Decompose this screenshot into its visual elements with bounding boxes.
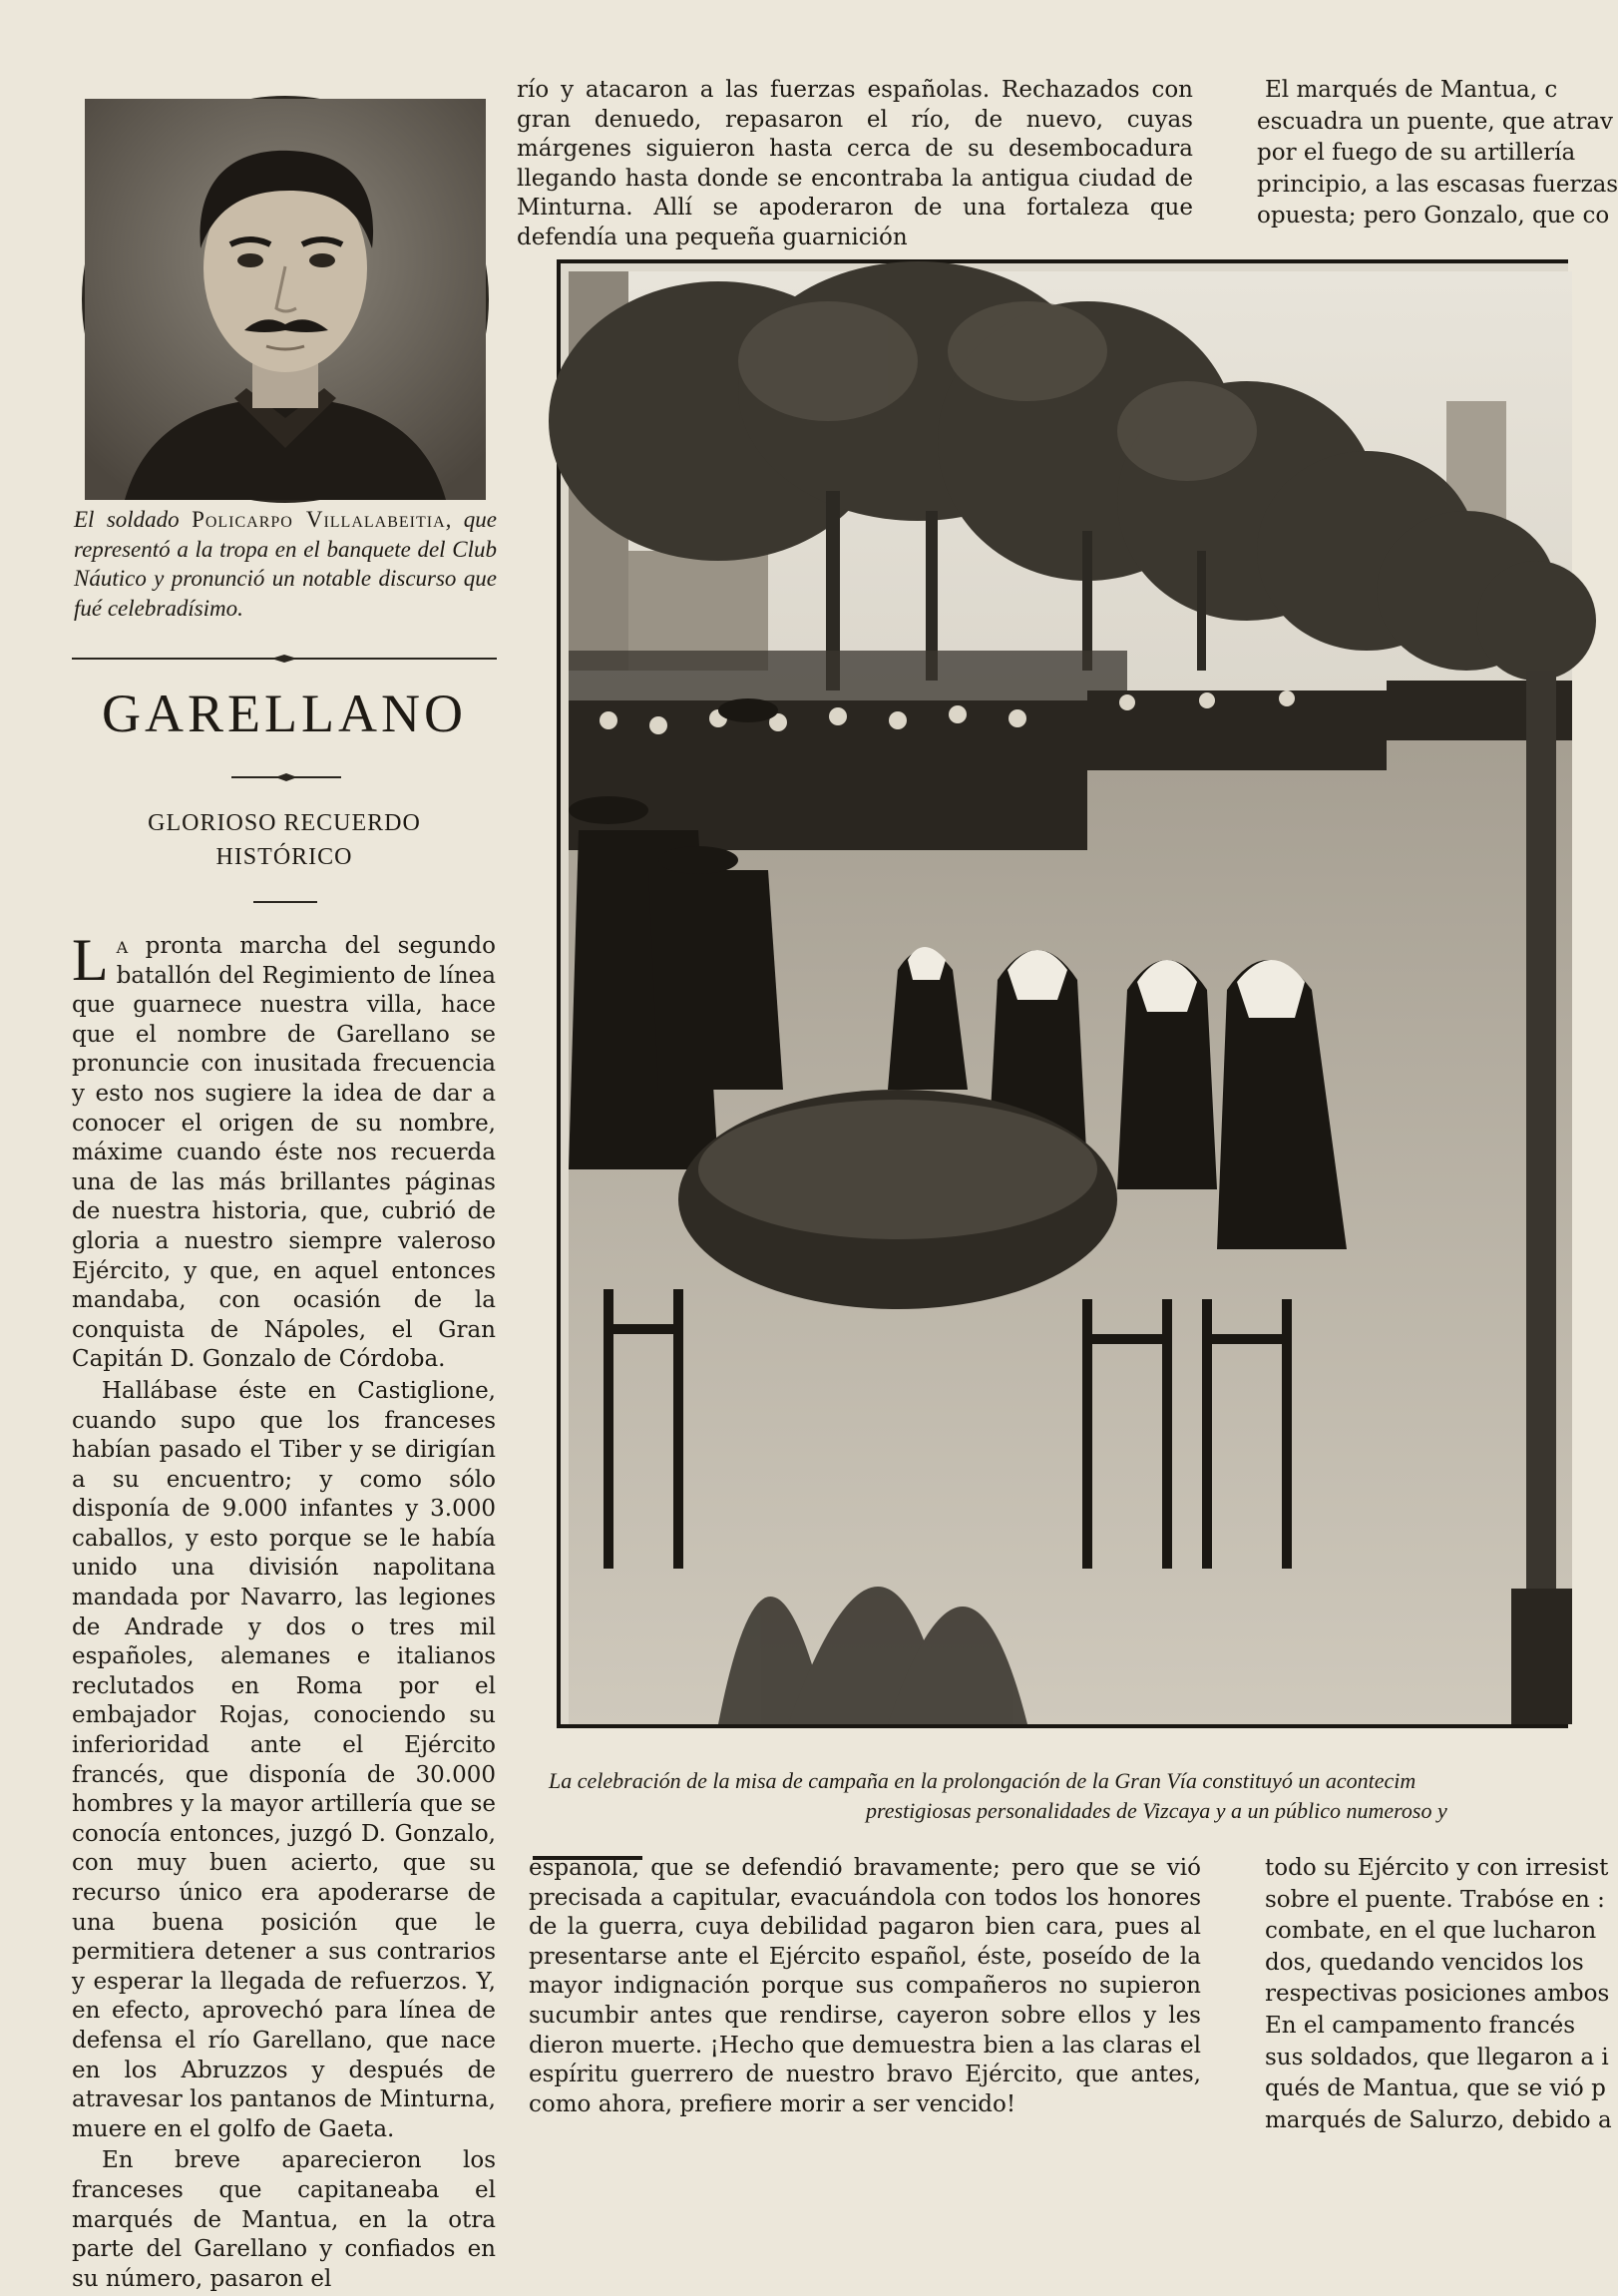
ornamental-rule: [72, 655, 497, 663]
top-right-column: [1227, 76, 1618, 233]
paragraph-1: [72, 927, 496, 1375]
short-divider: [253, 901, 317, 903]
bottom-middle-column: [529, 1854, 1201, 2121]
left-column-text: [72, 927, 496, 2296]
main-photo: [557, 259, 1568, 1728]
top-right-line: opuesta; pero Gonzalo, que co: [1257, 203, 1610, 230]
caption-lead: El soldado: [74, 507, 193, 532]
bottom-right-line: sobre el puente. Trabóse en :: [1265, 1886, 1605, 1913]
subtitle-line-1: GLORIOSO RECUERDO: [148, 810, 421, 836]
photo-area: [569, 271, 1568, 1716]
portrait-photo: [82, 96, 489, 503]
paragraph-1-rest: pronta marcha del segundo batallón del Regimiento de línea que guarnece nuestra villa, hace que el nombre de Garellano se pronuncie con inusitada frecuencia y esto nos sugiere la idea de dar a conocer el origen de su nombre, máxime cuando éste nos recuerda una de las más brillantes páginas de nuestra historia, que, cubrió de gloria a nuestro siempre valeroso Ejército, y que, en aquel entonces mandaba, con ocasión de la conquista de Nápoles, el Gran Capitán D. Gonzalo de Córdoba.: [72, 933, 496, 1373]
article-title: GARELLANO: [102, 684, 467, 743]
bottom-right-line: sus soldados, que llegaron a i: [1265, 2044, 1609, 2070]
soldier-name: Policarpo Villalabeitia: [192, 507, 446, 532]
top-middle-column: [517, 76, 1193, 255]
paragraph-1-lead: a: [116, 933, 129, 959]
bottom-right-line: respectivas posiciones ambos: [1265, 1981, 1610, 2008]
field-mass-photo: [569, 271, 1572, 1724]
top-right-line: principio, a las escasas fuerzas: [1257, 171, 1618, 198]
portrait-caption: [74, 505, 497, 623]
bottom-right-line: marqués de Salurzo, debido a: [1265, 2106, 1612, 2133]
caption-rest: , que representó a la tropa en el banquete del Club Náutico y pronunció un notable discurso que fué celebradísimo.: [74, 507, 497, 621]
bottom-right-line: todo su Ejército y con irresist: [1265, 1855, 1609, 1881]
article-subtitle: [72, 806, 497, 874]
portrait-image: [85, 99, 486, 500]
bottom-right-line: qués de Mantua, que se vió p: [1265, 2075, 1606, 2102]
top-right-line: escuadra un puente, que atrav: [1257, 108, 1614, 135]
bottom-right-line: En el campamento francés: [1265, 2012, 1575, 2039]
bottom-right-line: combate, en el que lucharon: [1265, 1918, 1597, 1945]
bottom-middle-paragraph: española, que se defendió bravamente; pero que se vió precisada a capitular, evacuándola con todos los honores de la guerra, cuya debilidad pagaron bien cara, pues al presentarse ante el Ejército español, éste, poseído de la mayor indignación porque sus compañeros no supieron sucumbir antes que rendirse, cayeron sobre ellos y les dieron muerte. ¡Hecho que demuestra bien a las claras el espíritu guerrero de nuestro bravo Ejército, que antes, como ahora, prefiere morir a ser vencido!: [529, 1855, 1201, 2117]
photo-caption: [549, 1766, 1568, 1826]
bottom-right-line: dos, quedando vencidos los: [1265, 1949, 1584, 1976]
top-middle-paragraph: río y atacaron a las fuerzas españolas. Rechazados con gran denuedo, repasaron el río, de nuevo, cuyas márgenes siguieron hasta cerca de su desembocadura llegando hasta donde se encontraba la antigua ciudad de Minturna. Allí se apoderaron de una fortaleza que defendía una pequeña guarnición: [517, 77, 1193, 250]
photo-caption-line-1: La celebración de la misa de campaña en la prolongación de la Gran Vía constituyó un acontecim: [549, 1768, 1416, 1793]
top-right-line: por el fuego de su artillería: [1257, 140, 1576, 167]
paragraph-2: Hallábase éste en Castiglione, cuando supo que los franceses habían pasado el Tiber y se dirigían a su encuentro; y como sólo disponía de 9.000 infantes y 3.000 caballos, y esto porque se le había unido una división napolitana mandada por Navarro, las legiones de Andrade y dos o tres mil españoles, alemanes e italianos reclutados en Roma por el embajador Rojas, conociendo su inferioridad ante el Ejército francés, que disponía de 30.000 hombres y la mayor artillería que se conocía entonces, juzgó D. Gonzalo, con muy buen acierto, que su recurso único era apoderarse de una buena posición que le permitiera detener a sus contrarios y esperar la llegada de refuerzos. Y, en efecto, aprovechó para línea de defensa el río Garellano, que nace en los Abruzzos y después de atravesar los pantanos de Minturna, muere en el golfo de Gaeta.: [72, 1377, 496, 2142]
subtitle-line-2: HISTÓRICO: [215, 844, 353, 870]
bottom-right-column: [1235, 1854, 1612, 2137]
top-right-line: El marqués de Mantua, c: [1265, 77, 1558, 103]
paragraph-3: En breve aparecieron los franceses que capitaneaba el marqués de Mantua, en la otra parte del Garellano y confiados en su número, pasaron el: [72, 2147, 496, 2292]
title-ornament: [231, 773, 341, 781]
photo-caption-line-2: prestigiosas personalidades de Vizcaya y a un público numeroso y: [866, 1798, 1447, 1823]
drop-cap: L: [72, 927, 109, 993]
